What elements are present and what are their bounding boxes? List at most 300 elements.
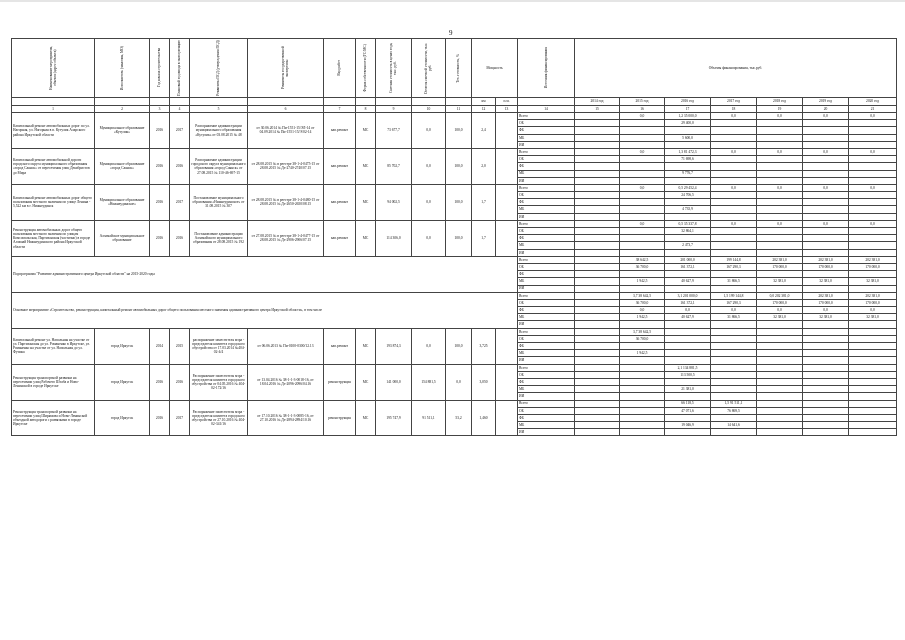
funding-value: 0,0: [711, 184, 757, 191]
funding-value: [575, 213, 620, 220]
object-customer: город Иркутск: [95, 364, 150, 400]
funding-value: [803, 127, 849, 134]
funding-value: [757, 343, 803, 350]
funding-value: 0,0: [757, 307, 803, 314]
funding-value: [620, 242, 665, 249]
funding-value: 3,7 38 642,5: [620, 328, 665, 335]
funding-value: 0,0: [620, 113, 665, 120]
funding-value: [803, 192, 849, 199]
funding-value: 202 381,0: [849, 256, 897, 263]
object-customer: Муниципальное образование «Нижнеудинское»: [95, 184, 150, 220]
funding-value: [665, 141, 711, 148]
funding-value: [757, 350, 803, 357]
psd-details: Распоряжение заместителя мэра - председателя комитета городского обустройства от 27.10.2016 № 404-02-341/16: [190, 400, 248, 436]
funding-value: [757, 249, 803, 256]
psd-details: Распоряжение администрации муниципального образования «Кутулик» от 03.08.2015 № 48: [190, 113, 248, 149]
funding-value: [803, 328, 849, 335]
funding-value: [665, 285, 711, 292]
funding-value: 0,0: [849, 184, 897, 191]
header-spacer: [150, 98, 170, 106]
object-name: Капитальный ремонт автомобильной дороги городского округа муниципального образования «город Саянск» от пересечения улиц Декабристов до Мира: [12, 148, 95, 184]
funding-value: [849, 357, 897, 364]
power-pm: [496, 220, 518, 256]
start-year: 2016: [150, 113, 170, 149]
funding-source: МБ: [518, 206, 575, 213]
funding-value: [620, 163, 665, 170]
readiness: 100,0: [446, 328, 472, 364]
funding-value: [849, 134, 897, 141]
header-year: 2019 год: [803, 98, 849, 106]
funding-value: [849, 414, 897, 421]
funding-value: [665, 350, 711, 357]
funding-value: [575, 263, 620, 270]
funding-source: Всего: [518, 400, 575, 407]
funding-value: 32 381,0: [849, 314, 897, 321]
funding-value: [575, 220, 620, 227]
funding-value: 1 942,5: [620, 278, 665, 285]
funding-value: [711, 386, 757, 393]
table-row: [12, 400, 897, 407]
funding-value: [575, 307, 620, 314]
funding-value: [711, 213, 757, 220]
funding-value: [665, 393, 711, 400]
funding-value: 0,0: [711, 307, 757, 314]
funding-value: [849, 321, 897, 328]
funding-value: [757, 127, 803, 134]
funding-value: [665, 378, 711, 385]
funding-source: ИИ: [518, 357, 575, 364]
funding-value: [757, 429, 803, 436]
funding-value: [849, 350, 897, 357]
funding-value: [757, 235, 803, 242]
funding-value: 31 866,5: [711, 278, 757, 285]
funding-source: МБ: [518, 242, 575, 249]
funding-value: 0,0: [803, 307, 849, 314]
header-year: 2016 год: [665, 98, 711, 106]
funding-value: 202 381,0: [757, 256, 803, 263]
table-row: [12, 328, 897, 335]
funding-value: [849, 199, 897, 206]
funding-value: [711, 141, 757, 148]
work-type: кап.ремонт: [324, 328, 356, 364]
estimated-cost: 73 677,7: [376, 113, 412, 149]
header-spacer: [412, 98, 446, 106]
funding-source: ФБ: [518, 414, 575, 421]
funding-value: [757, 378, 803, 385]
funding-value: 14 641,6: [711, 422, 757, 429]
funding-value: [575, 256, 620, 263]
column-number: 10: [412, 106, 446, 113]
funding-value: [849, 335, 897, 342]
funding-value: [575, 120, 620, 127]
header-spacer: [356, 98, 376, 106]
header-cell: [190, 39, 248, 98]
power-pm: [496, 364, 518, 400]
expertise-details: от 06.06.2013 № Пи-0100-0300/12.13: [248, 328, 324, 364]
funding-value: 0,0: [803, 148, 849, 155]
power-km: 2,0: [472, 148, 496, 184]
funding-value: [711, 120, 757, 127]
funding-value: [711, 285, 757, 292]
funding-value: 0,5 29 452,4: [665, 184, 711, 191]
expertise-details: от 30.06.2014 № Пи-1551-15/ЭЛ-14 от 04.09.2014 № Пи-1551-15/Э/02-14: [248, 113, 324, 149]
funding-value: 0,0: [620, 220, 665, 227]
header-cell: [95, 39, 150, 98]
funding-value: [665, 235, 711, 242]
funding-value: 167 290,3: [711, 299, 757, 306]
funding-value: [665, 249, 711, 256]
funding-value: [575, 299, 620, 306]
funding-source: Всего: [518, 328, 575, 335]
header-spacer: [324, 98, 356, 106]
funding-value: [711, 271, 757, 278]
funding-value: 32 864,1: [665, 228, 711, 235]
funding-source: ОБ: [518, 228, 575, 235]
start-year: 2016: [150, 184, 170, 220]
header-spacer: [170, 98, 190, 106]
funding-value: [575, 343, 620, 350]
funding-value: [803, 378, 849, 385]
funding-source: МБ: [518, 170, 575, 177]
header-spacer: [518, 98, 575, 106]
ownership: МС: [356, 148, 376, 184]
funding-value: [757, 407, 803, 414]
header-spacer: [248, 98, 324, 106]
header-funding: [575, 39, 897, 98]
section-title: Основное мероприятие «Строительство, реконструкция, капитальный ремонт автомобильных дорог общего пользования местного значения административного центра Иркутской области», в том числе: [12, 292, 518, 328]
end-year: 2017: [170, 184, 190, 220]
estimated-cost: 114 306,0: [376, 220, 412, 256]
funding-value: [757, 170, 803, 177]
funding-value: [620, 170, 665, 177]
header-label: Форма собственности (ГС/МС): [363, 44, 368, 92]
funding-value: 170 000,0: [849, 299, 897, 306]
funding-value: [575, 170, 620, 177]
header-label: Сметная стоимость в ценах года, тыс. руб.: [389, 42, 398, 94]
funding-value: [620, 378, 665, 385]
funding-value: [575, 177, 620, 184]
funding-source: ФБ: [518, 307, 575, 314]
funding-value: 1 942,5: [620, 314, 665, 321]
funding-value: [620, 271, 665, 278]
object-customer: город Иркутск: [95, 328, 150, 364]
funding-value: [620, 199, 665, 206]
header-cell: [170, 39, 190, 98]
funding-value: [711, 378, 757, 385]
funding-source: МБ: [518, 386, 575, 393]
funding-value: [620, 249, 665, 256]
funding-value: 161 372,1: [665, 299, 711, 306]
funding-value: [803, 213, 849, 220]
funding-value: 0,0: [620, 184, 665, 191]
funding-value: [575, 335, 620, 342]
funding-value: [711, 371, 757, 378]
funding-value: [711, 170, 757, 177]
funding-value: [575, 386, 620, 393]
funding-value: [620, 400, 665, 407]
table-row: [12, 256, 897, 263]
header-cell: [376, 39, 412, 98]
funding-value: 47 071,6: [665, 407, 711, 414]
column-number: 21: [849, 106, 897, 113]
header-power: [472, 39, 518, 98]
power-pm: [496, 184, 518, 220]
funding-value: [620, 206, 665, 213]
start-year: 2014: [150, 328, 170, 364]
funding-value: [711, 335, 757, 342]
funding-value: 71 698,6: [665, 156, 711, 163]
funding-value: [757, 400, 803, 407]
funding-value: [620, 235, 665, 242]
funding-value: [575, 141, 620, 148]
funding-value: [803, 350, 849, 357]
power-pm: [496, 400, 518, 436]
funding-value: 32 381,0: [803, 278, 849, 285]
object-customer: город Иркутск: [95, 400, 150, 436]
header-power-unit: п.м.: [496, 98, 518, 106]
funding-value: [849, 249, 897, 256]
funding-value: [803, 177, 849, 184]
funding-value: [803, 206, 849, 213]
table-row: [12, 113, 897, 120]
header-cell: [150, 39, 170, 98]
funding-value: [620, 285, 665, 292]
funding-source: ОБ: [518, 156, 575, 163]
funding-value: [575, 127, 620, 134]
power-pm: [496, 148, 518, 184]
object-name: Реконструкция транспортной развязки на пересечении улиц Рабочего Штаба и Ново-Ленинской в городе Иркутске: [12, 364, 95, 400]
funding-value: [803, 156, 849, 163]
funding-value: 3,7 38 642,5: [620, 292, 665, 299]
funding-value: [849, 120, 897, 127]
funding-source: ИИ: [518, 429, 575, 436]
estimated-cost: 85 702,7: [376, 148, 412, 184]
funding-value: [803, 422, 849, 429]
header-year: 2020 год: [849, 98, 897, 106]
funding-value: [575, 235, 620, 242]
funding-value: [575, 400, 620, 407]
funding-value: [757, 422, 803, 429]
end-year: 2016: [170, 148, 190, 184]
column-number: 2: [95, 106, 150, 113]
funding-value: [849, 422, 897, 429]
remaining-cost: 0,0: [412, 184, 446, 220]
object-customer: Муниципальное образование «город Саянск»: [95, 148, 150, 184]
funding-value: 32 381,0: [849, 278, 897, 285]
funding-value: [575, 357, 620, 364]
funding-value: [575, 285, 620, 292]
funding-value: 1,2 35 000,0: [665, 113, 711, 120]
funding-source: ОБ: [518, 371, 575, 378]
funding-value: 0,0: [849, 220, 897, 227]
funding-source: ИИ: [518, 177, 575, 184]
funding-value: [757, 357, 803, 364]
funding-value: [620, 141, 665, 148]
funding-source: ОБ: [518, 120, 575, 127]
funding-value: [620, 228, 665, 235]
readiness: 100,0: [446, 148, 472, 184]
funding-value: [665, 429, 711, 436]
header-label: Источник финансирования: [543, 47, 548, 89]
funding-value: [711, 249, 757, 256]
funding-value: [803, 228, 849, 235]
funding-source: ИИ: [518, 213, 575, 220]
header-power-unit: км: [472, 98, 496, 106]
funding-value: 36 700,0: [620, 263, 665, 270]
table-row: [12, 184, 897, 191]
funding-value: [575, 429, 620, 436]
funding-value: 202 381,0: [803, 292, 849, 299]
header-year: 2018 год: [757, 98, 803, 106]
ownership: МС: [356, 184, 376, 220]
funding-value: 170 000,0: [757, 263, 803, 270]
funding-value: 4 735,9: [665, 206, 711, 213]
start-year: 2016: [150, 220, 170, 256]
funding-source: ФБ: [518, 199, 575, 206]
header-cell: [356, 39, 376, 98]
funding-source: ФБ: [518, 271, 575, 278]
power-label: Мощность: [486, 65, 503, 70]
funding-value: [575, 364, 620, 371]
psd-details: распоряжение заместителя мэра - председателя комитета городского обустройства от 17.03.2014 №404-02-4/4: [190, 328, 248, 364]
funding-value: [620, 393, 665, 400]
funding-value: [803, 335, 849, 342]
funding-source: МБ: [518, 134, 575, 141]
funding-value: [803, 199, 849, 206]
page-number: 9: [449, 29, 453, 37]
header-cell: [248, 39, 324, 98]
funding-value: 201 000,0: [665, 256, 711, 263]
funding-value: [711, 328, 757, 335]
header-spacer: [12, 98, 95, 106]
funding-value: [849, 228, 897, 235]
funding-value: [849, 213, 897, 220]
section-title: Подпрограмма "Развитие административного центра Иркутской области" на 2015-2020 годы: [12, 256, 518, 292]
funding-value: 199 144,8: [711, 256, 757, 263]
funding-value: [665, 328, 711, 335]
funding-value: 202 381,0: [849, 292, 897, 299]
funding-value: [711, 235, 757, 242]
remaining-cost: 0,0: [412, 148, 446, 184]
column-number: 13: [496, 106, 518, 113]
header-spacer: [95, 98, 150, 106]
funding-value: [575, 156, 620, 163]
funding-value: [849, 371, 897, 378]
expertise-details: от 28.08.2015 № в реестре 38-1-4-0480-15 от 28.08.2015 № Дз-2650-2650/08.15: [248, 184, 324, 220]
funding-value: [665, 199, 711, 206]
funding-value: [711, 429, 757, 436]
funding-value: [757, 134, 803, 141]
funding-value: 32 381,0: [757, 314, 803, 321]
funding-source: Всего: [518, 184, 575, 191]
funding-value: [620, 429, 665, 436]
column-number: 18: [711, 106, 757, 113]
readiness: 100,0: [446, 220, 472, 256]
funding-source: Всего: [518, 256, 575, 263]
funding-source: ИИ: [518, 393, 575, 400]
funding-value: [575, 113, 620, 120]
funding-value: [757, 213, 803, 220]
funding-value: [620, 127, 665, 134]
funding-value: 0,0: [849, 307, 897, 314]
funding-value: 0,0: [711, 148, 757, 155]
funding-value: [849, 192, 897, 199]
header-label: Наименование мероприятия, объекта (адрес объекта): [48, 45, 57, 91]
funding-value: [665, 213, 711, 220]
power-km: 1,460: [472, 400, 496, 436]
work-type: кап.ремонт: [324, 113, 356, 149]
funding-value: [803, 170, 849, 177]
funding-value: 31 866,5: [711, 314, 757, 321]
funding-value: [665, 127, 711, 134]
power-km: 1,7: [472, 220, 496, 256]
remaining-cost: 154 881,5: [412, 364, 446, 400]
table-row: [12, 220, 897, 227]
funding-value: [711, 127, 757, 134]
expertise-details: от 27.08.2015 № в реестре 38-1-4-0477-15 от 28.08.2015 № Дз-2906-2906/07.15: [248, 220, 324, 256]
end-year: 2015: [170, 328, 190, 364]
funding-value: [803, 357, 849, 364]
funding-value: [757, 177, 803, 184]
remaining-cost: 0,0: [412, 220, 446, 256]
funding-value: [849, 271, 897, 278]
funding-value: [803, 414, 849, 421]
estimated-cost: 193 874,3: [376, 328, 412, 364]
funding-value: [711, 321, 757, 328]
funding-value: 32 381,0: [803, 314, 849, 321]
funding-value: 1,3 81 472,3: [665, 148, 711, 155]
funding-source: МБ: [518, 422, 575, 429]
funding-value: [849, 127, 897, 134]
funding-value: [803, 285, 849, 292]
funding-value: [757, 371, 803, 378]
funding-value: [620, 386, 665, 393]
funding-value: 2,1 134 881,5: [665, 364, 711, 371]
funding-value: [849, 393, 897, 400]
funding-value: 38 642,5: [620, 256, 665, 263]
object-customer: Алзамайское муниципальное образование: [95, 220, 150, 256]
readiness: 100,0: [446, 184, 472, 220]
column-number: 12: [472, 106, 496, 113]
funding-value: [711, 134, 757, 141]
start-year: 2016: [150, 400, 170, 436]
funding-source: ИИ: [518, 249, 575, 256]
funding-source: ФБ: [518, 127, 575, 134]
funding-value: [665, 271, 711, 278]
funding-value: 5 600,0: [665, 134, 711, 141]
funding-value: [849, 170, 897, 177]
header-spacer: [190, 98, 248, 106]
end-year: 2016: [170, 364, 190, 400]
funding-source: Всего: [518, 364, 575, 371]
funding-value: 0,0: [711, 113, 757, 120]
estimated-cost: 141 000,0: [376, 364, 412, 400]
funding-source: ФБ: [518, 343, 575, 350]
column-number: 6: [248, 106, 324, 113]
work-type: кап.ремонт: [324, 220, 356, 256]
header-cell: [324, 39, 356, 98]
funding-value: [711, 228, 757, 235]
funding-value: [849, 242, 897, 249]
funding-value: 2 473,7: [665, 242, 711, 249]
funding-value: [620, 407, 665, 414]
funding-value: [620, 357, 665, 364]
funding-value: [575, 350, 620, 357]
funding-value: [575, 271, 620, 278]
column-number: 14: [518, 106, 575, 113]
funding-value: [849, 141, 897, 148]
funding-value: [575, 407, 620, 414]
